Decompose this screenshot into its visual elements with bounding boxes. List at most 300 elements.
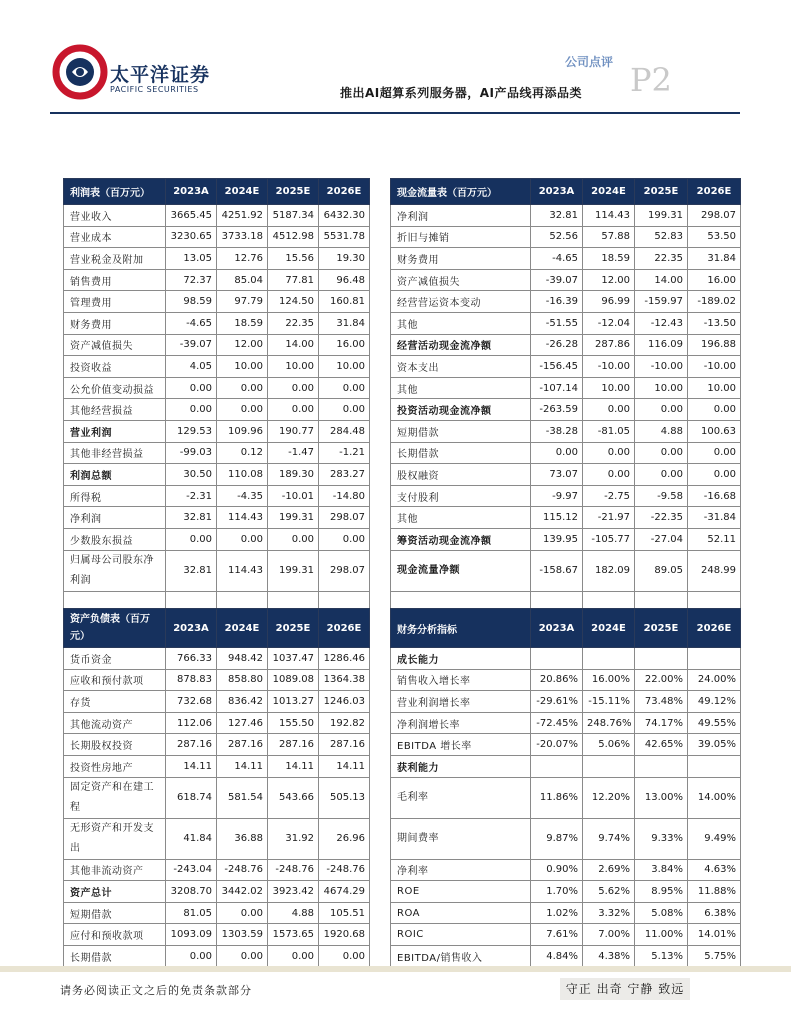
table-row [64,648,370,670]
table-row [391,712,741,734]
cell-value: -243.04 [166,859,217,881]
cell-value: -38.28 [531,420,583,442]
row-label: 所得税 [64,485,166,507]
cell-value: 0.00 [217,399,268,421]
row-label: 经营营运资本变动 [391,291,531,313]
table-row [64,734,370,756]
row-label: 利润总额 [64,464,166,486]
cell-value: 182.09 [583,550,635,591]
row-label: 短期借款 [64,902,166,924]
cell-value: -2.31 [166,485,217,507]
cell-value: 10.00 [583,377,635,399]
cell-value: -16.68 [688,485,741,507]
cell-value: 0.00 [217,528,268,550]
year-header: 2024E [583,179,635,205]
cell-value: 199.31 [268,507,319,529]
cell-value: 4512.98 [268,226,319,248]
cell-value: -10.00 [583,356,635,378]
cell-value: -4.65 [531,248,583,270]
balance-sheet-table [63,608,370,968]
cell-value: 3230.65 [166,226,217,248]
cell-value: 116.09 [635,334,688,356]
table-row [391,902,741,924]
cell-value: -22.35 [635,507,688,529]
report-title: 推出AI超算系列服务器，AI产品线再添品类 [340,86,583,100]
cell-value: 13.05 [166,248,217,270]
cell-value: 85.04 [217,269,268,291]
row-label: 无形资产和开发支出 [64,818,166,859]
cell-value [635,755,688,777]
cell-value: 199.31 [635,205,688,227]
cell-value [583,755,635,777]
cell-value: 24.00% [688,669,741,691]
cell-value: 139.95 [531,528,583,550]
table-row [391,755,741,777]
row-label: EBITDA 增长率 [391,734,531,756]
cell-value: 114.43 [217,550,268,591]
table-row [391,226,741,248]
row-label: 营业成本 [64,226,166,248]
table-row [391,691,741,713]
cell-value: 4.88 [268,902,319,924]
cell-value: 0.00 [166,399,217,421]
cell-value: 287.16 [319,734,370,756]
table-row [391,356,741,378]
cell-value: -248.76 [268,859,319,881]
year-header: 2025E [268,179,319,205]
row-label: 资产减值损失 [391,269,531,291]
table-row [64,507,370,529]
cell-value: 5.75% [688,945,741,967]
table-row [391,734,741,756]
cell-value: 98.59 [166,291,217,313]
cell-value: -1.21 [319,442,370,464]
cell-value: 0.00 [268,377,319,399]
cell-value: 41.84 [166,818,217,859]
cell-value: 766.33 [166,648,217,670]
cell-value: 1303.59 [217,924,268,946]
cell-value: 127.46 [217,712,268,734]
cell-value: 13.00% [635,777,688,818]
table-row [391,464,741,486]
brand-name-en: PACIFIC SECURITIES [110,85,199,94]
row-label: 固定资产和在建工程 [64,777,166,818]
cell-value: 77.81 [268,269,319,291]
table-row [391,377,741,399]
row-label: 其他流动资产 [64,712,166,734]
cell-value: 10.00 [319,356,370,378]
cell-value: 0.00 [635,464,688,486]
cell-value: 0.00 [319,399,370,421]
table-row [64,818,370,859]
cell-value: 1037.47 [268,648,319,670]
row-label: 净利润 [391,205,531,227]
cell-value: -1.47 [268,442,319,464]
year-header: 2023A [166,609,217,648]
cell-value: 15.56 [268,248,319,270]
cell-value: 192.82 [319,712,370,734]
table-header-row [64,179,370,205]
cell-value: 0.00 [217,377,268,399]
cell-value: -159.97 [635,291,688,313]
table-row [64,712,370,734]
table-row [64,777,370,818]
year-header: 2025E [635,179,688,205]
row-label: 成长能力 [391,648,531,670]
cell-value: 115.12 [531,507,583,529]
cell-value [531,755,583,777]
cell-value: 57.88 [583,226,635,248]
cell-value: 248.99 [688,550,741,591]
table-row [391,248,741,270]
year-header: 2025E [268,609,319,648]
table-row [64,334,370,356]
cell-value: 0.00 [166,528,217,550]
cell-value: 5.08% [635,902,688,924]
cell-value: 8.95% [635,881,688,903]
cell-value: 0.00 [166,945,217,967]
row-label: 营业税金及附加 [64,248,166,270]
cell-value: 31.92 [268,818,319,859]
cell-value: 12.00 [217,334,268,356]
cell-value: 129.53 [166,420,217,442]
cell-value: -9.58 [635,485,688,507]
row-label: 其他非流动资产 [64,859,166,881]
cell-value: 14.00 [268,334,319,356]
row-label: 长期股权投资 [64,734,166,756]
cell-value: 4.84% [531,945,583,967]
cell-value: 199.31 [268,550,319,591]
cell-value: 39.05% [688,734,741,756]
row-label: 短期借款 [391,420,531,442]
cell-value: 1093.09 [166,924,217,946]
table-row [391,312,741,334]
cell-value: 32.81 [166,507,217,529]
cell-value: 0.00 [217,945,268,967]
cell-value: 18.59 [217,312,268,334]
year-header: 2023A [531,609,583,648]
cell-value: 14.11 [166,755,217,777]
cell-value: 100.63 [688,420,741,442]
cell-value: 4.38% [583,945,635,967]
row-label: 其他 [391,507,531,529]
cell-value: 190.77 [268,420,319,442]
year-header: 2024E [217,609,268,648]
cell-value: -10.00 [688,356,741,378]
table-row [391,420,741,442]
cell-value: 74.17% [635,712,688,734]
row-label: 经营活动现金流净额 [391,334,531,356]
row-label: 财务费用 [391,248,531,270]
table-row [64,902,370,924]
cell-value: 3442.02 [217,881,268,903]
row-label: 其他非经营损益 [64,442,166,464]
cell-value: -10.01 [268,485,319,507]
cell-value: 73.07 [531,464,583,486]
cell-value: 1573.65 [268,924,319,946]
cell-value: -26.28 [531,334,583,356]
row-label: ROE [391,881,531,903]
cell-value: 836.42 [217,691,268,713]
cell-value: 6432.30 [319,205,370,227]
cell-value: -31.84 [688,507,741,529]
cell-value: 1920.68 [319,924,370,946]
cell-value: 3.32% [583,902,635,924]
footer-band [0,966,791,972]
cell-value: -99.03 [166,442,217,464]
cell-value [635,648,688,670]
cell-value: -20.07% [531,734,583,756]
cell-value: 0.00 [583,399,635,421]
cell-value: -248.76 [217,859,268,881]
cell-value: -14.80 [319,485,370,507]
cell-value: -21.97 [583,507,635,529]
cell-value: 0.00 [635,442,688,464]
cell-value: -29.61% [531,691,583,713]
cell-value: 14.11 [319,755,370,777]
report-type-tag: 公司点评 [564,55,613,69]
cell-value: 0.00 [531,442,583,464]
cell-value: 9.87% [531,818,583,859]
table-row [64,924,370,946]
cell-value: 31.84 [688,248,741,270]
row-label: 其他经营损益 [64,399,166,421]
table-title: 财务分析指标 [391,609,531,648]
cell-value: 287.16 [268,734,319,756]
cell-value [583,648,635,670]
cell-value: -51.55 [531,312,583,334]
cell-value: -4.35 [217,485,268,507]
table-row [391,399,741,421]
cell-value: 42.65% [635,734,688,756]
cell-value: -105.77 [583,528,635,550]
cell-value: 52.56 [531,226,583,248]
cell-value: -156.45 [531,356,583,378]
cell-value: 10.00 [268,356,319,378]
table-row [391,269,741,291]
cell-value: 31.84 [319,312,370,334]
cell-value: 20.86% [531,669,583,691]
cell-value: 0.00 [319,377,370,399]
cell-value: 32.81 [166,550,217,591]
cell-value: 109.96 [217,420,268,442]
table-row [391,334,741,356]
table-row [64,669,370,691]
cell-value: 0.00 [217,902,268,924]
cell-value: 1013.27 [268,691,319,713]
cell-value: 11.88% [688,881,741,903]
cell-value: 7.61% [531,924,583,946]
cell-value: 4251.92 [217,205,268,227]
table-header-row [391,179,741,205]
row-label: 应付和预收款项 [64,924,166,946]
cell-value: 287.16 [217,734,268,756]
cell-value: 948.42 [217,648,268,670]
cell-value: 0.00 [688,442,741,464]
cell-value: 26.96 [319,818,370,859]
table-row [64,269,370,291]
table-row [64,550,370,591]
cell-value: 0.00 [688,399,741,421]
year-header: 2023A [166,179,217,205]
cell-value: 0.12 [217,442,268,464]
year-header: 2023A [531,179,583,205]
table-title: 资产负债表（百万元） [64,609,166,648]
row-label: 投资性房地产 [64,755,166,777]
cell-value: -248.76 [319,859,370,881]
table-row [391,291,741,313]
row-label: 其他 [391,377,531,399]
row-label: 资本支出 [391,356,531,378]
cell-value: 97.79 [217,291,268,313]
table-row [64,226,370,248]
cell-value: 283.27 [319,464,370,486]
row-label: EBITDA/销售收入 [391,945,531,967]
row-label: ROA [391,902,531,924]
cell-value: 0.90% [531,859,583,881]
row-label: 归属母公司股东净利润 [64,550,166,591]
cell-value: 0.00 [635,399,688,421]
cell-value: 5.62% [583,881,635,903]
year-header: 2026E [319,179,370,205]
row-label: 营业利润 [64,420,166,442]
row-label: 期间费率 [391,818,531,859]
cell-value: 124.50 [268,291,319,313]
cell-value: 298.07 [319,507,370,529]
table-row [64,420,370,442]
row-label: 现金流量净额 [391,550,531,591]
cell-value: 11.86% [531,777,583,818]
table-title: 利润表（百万元） [64,179,166,205]
row-label: 公允价值变动损益 [64,377,166,399]
cell-value: 9.33% [635,818,688,859]
table-row [64,859,370,881]
cell-value: 14.01% [688,924,741,946]
cell-value: 16.00 [688,269,741,291]
table-row [391,507,741,529]
table-row [391,550,741,591]
cell-value: 1246.03 [319,691,370,713]
row-label: 折旧与摊销 [391,226,531,248]
cell-value: 0.00 [319,945,370,967]
cell-value: 12.20% [583,777,635,818]
table-row [64,248,370,270]
cell-value [531,648,583,670]
cell-value: 11.00% [635,924,688,946]
cell-value: -189.02 [688,291,741,313]
table-row [64,312,370,334]
cell-value: -9.97 [531,485,583,507]
cell-value: 114.43 [583,205,635,227]
cell-value: 0.00 [166,377,217,399]
cell-value: 49.12% [688,691,741,713]
cell-value: 0.00 [268,399,319,421]
table-row [64,881,370,903]
cell-value: -107.14 [531,377,583,399]
company-motto: 守正 出奇 宁静 致远 [560,978,690,1000]
cell-value: 3923.42 [268,881,319,903]
cell-value: 505.13 [319,777,370,818]
cell-value: 22.00% [635,669,688,691]
cell-value: 22.35 [268,312,319,334]
cell-value: 1.70% [531,881,583,903]
financial-ratios-table [390,608,741,968]
cell-value: 14.11 [217,755,268,777]
cell-value: 10.00 [688,377,741,399]
row-label: 获利能力 [391,755,531,777]
year-header: 2026E [688,179,741,205]
cell-value: -12.43 [635,312,688,334]
brand-name-cn: 太平洋证券 [110,64,211,86]
table-row [64,755,370,777]
cell-value: 3733.18 [217,226,268,248]
cell-value: 5187.34 [268,205,319,227]
cell-value: 1089.08 [268,669,319,691]
row-label: 财务费用 [64,312,166,334]
cell-value: 10.00 [635,377,688,399]
cell-value: 1.02% [531,902,583,924]
table-row [64,945,370,967]
cell-value: 5.13% [635,945,688,967]
cell-value: 4.05 [166,356,217,378]
cell-value [688,755,741,777]
row-label: 货币资金 [64,648,166,670]
table-row [391,777,741,818]
cell-value: 19.30 [319,248,370,270]
table-row [64,291,370,313]
cell-value: 618.74 [166,777,217,818]
cell-value: -12.04 [583,312,635,334]
table-row [391,881,741,903]
cell-value: 1364.38 [319,669,370,691]
cell-value: -2.75 [583,485,635,507]
cell-value: -81.05 [583,420,635,442]
cell-value: -15.11% [583,691,635,713]
cell-value: 10.00 [217,356,268,378]
row-label: 资产减值损失 [64,334,166,356]
cell-value: 189.30 [268,464,319,486]
cell-value: 196.88 [688,334,741,356]
row-label: 投资活动现金流净额 [391,399,531,421]
cell-value: -72.45% [531,712,583,734]
cell-value: 49.55% [688,712,741,734]
year-header: 2024E [583,609,635,648]
cell-value: 14.00% [688,777,741,818]
pacific-securities-logo-icon [50,42,108,104]
cell-value: 0.00 [688,464,741,486]
cell-value: 858.80 [217,669,268,691]
row-label: 销售收入增长率 [391,669,531,691]
row-label: 少数股东损益 [64,528,166,550]
cell-value: 284.48 [319,420,370,442]
table-row [391,818,741,859]
cell-value: 105.51 [319,902,370,924]
cell-value: 878.83 [166,669,217,691]
table-row [391,924,741,946]
row-label: 销售费用 [64,269,166,291]
cell-value: 30.50 [166,464,217,486]
row-label: 资产总计 [64,881,166,903]
cash-flow-table [390,178,741,611]
cell-value: 22.35 [635,248,688,270]
cell-value: -16.39 [531,291,583,313]
table-row [64,399,370,421]
table-title: 现金流量表（百万元） [391,179,531,205]
cell-value: 287.86 [583,334,635,356]
cell-value: 114.43 [217,507,268,529]
cell-value: 155.50 [268,712,319,734]
row-label: 营业利润增长率 [391,691,531,713]
